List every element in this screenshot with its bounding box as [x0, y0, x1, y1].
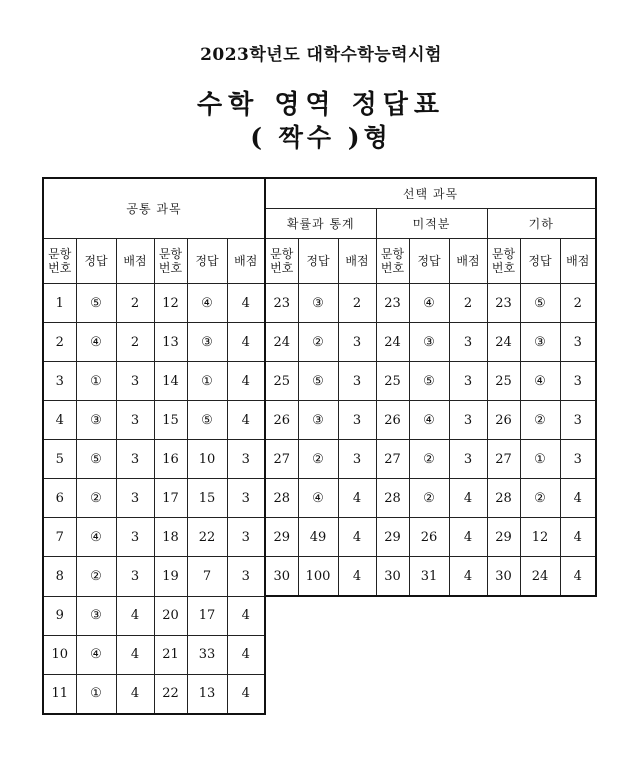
points-value: 4 — [449, 557, 487, 597]
answer-value: ③ — [76, 401, 116, 440]
question-number: 26 — [376, 401, 409, 440]
table-row — [43, 401, 596, 440]
answer-value: ③ — [187, 323, 227, 362]
points-value: 3 — [449, 362, 487, 401]
empty-cell — [409, 596, 449, 635]
question-number: 30 — [376, 557, 409, 597]
answer-value: 33 — [187, 635, 227, 674]
empty-cell — [520, 674, 560, 714]
answer-table — [42, 177, 597, 715]
points-value: 3 — [560, 440, 596, 479]
answer-value: ⑤ — [298, 362, 338, 401]
points-value: 3 — [338, 323, 376, 362]
points-value: 4 — [227, 323, 265, 362]
elective-header-1: 미적분 — [376, 209, 487, 239]
empty-cell — [409, 635, 449, 674]
points-value: 3 — [449, 401, 487, 440]
points-value: 4 — [338, 557, 376, 597]
empty-cell — [560, 596, 596, 635]
answer-value: ① — [520, 440, 560, 479]
points-value: 4 — [227, 596, 265, 635]
question-number: 24 — [487, 323, 520, 362]
points-value: 3 — [227, 479, 265, 518]
question-number: 13 — [154, 323, 187, 362]
points-value: 4 — [227, 284, 265, 323]
points-value: 3 — [116, 479, 154, 518]
col-header-number: 문항 번호 — [265, 239, 298, 284]
answer-value: ③ — [409, 323, 449, 362]
question-number: 28 — [487, 479, 520, 518]
common-subject-header: 공통 과목 — [43, 178, 265, 239]
points-value: 3 — [449, 440, 487, 479]
table-row — [43, 557, 596, 597]
col-header-points: 배점 — [338, 239, 376, 284]
question-number: 21 — [154, 635, 187, 674]
points-value: 4 — [560, 518, 596, 557]
empty-cell — [376, 674, 409, 714]
empty-cell — [298, 674, 338, 714]
answer-value: ④ — [520, 362, 560, 401]
col-header-points: 배점 — [227, 239, 265, 284]
empty-cell — [265, 635, 298, 674]
exam-type-label: ( 짝수 )형 — [250, 123, 392, 152]
empty-cell — [487, 596, 520, 635]
question-number: 15 — [154, 401, 187, 440]
points-value: 4 — [560, 479, 596, 518]
empty-cell — [449, 674, 487, 714]
answer-value: 49 — [298, 518, 338, 557]
answer-value: 31 — [409, 557, 449, 597]
col-header-number: 문항 번호 — [487, 239, 520, 284]
question-number: 30 — [265, 557, 298, 597]
answer-value: ④ — [409, 284, 449, 323]
table-row — [43, 284, 596, 323]
empty-cell — [298, 635, 338, 674]
answer-value: ② — [76, 479, 116, 518]
question-number: 5 — [43, 440, 76, 479]
question-number: 23 — [376, 284, 409, 323]
question-number: 27 — [265, 440, 298, 479]
question-number: 25 — [265, 362, 298, 401]
points-value: 4 — [338, 479, 376, 518]
points-value: 3 — [116, 440, 154, 479]
col-header-answer: 정답 — [409, 239, 449, 284]
answer-sheet-title: 수학 영역 정답표 — [197, 90, 445, 120]
points-value: 2 — [116, 323, 154, 362]
points-value: 3 — [227, 440, 265, 479]
col-header-answer: 정답 — [520, 239, 560, 284]
answer-value: 13 — [187, 674, 227, 714]
question-number: 22 — [154, 674, 187, 714]
answer-value: 15 — [187, 479, 227, 518]
question-number: 26 — [265, 401, 298, 440]
question-number: 20 — [154, 596, 187, 635]
points-value: 4 — [449, 518, 487, 557]
answer-value: ③ — [298, 284, 338, 323]
answer-value: ② — [298, 440, 338, 479]
points-value: 3 — [116, 518, 154, 557]
table-row — [43, 323, 596, 362]
empty-cell — [409, 674, 449, 714]
question-number: 25 — [376, 362, 409, 401]
points-value: 4 — [116, 596, 154, 635]
empty-cell — [487, 635, 520, 674]
table-row — [43, 440, 596, 479]
answer-value: ① — [76, 362, 116, 401]
points-value: 4 — [116, 635, 154, 674]
answer-value: ⑤ — [409, 362, 449, 401]
answer-value: ④ — [76, 323, 116, 362]
col-header-points: 배점 — [449, 239, 487, 284]
empty-cell — [376, 635, 409, 674]
answer-value: ③ — [520, 323, 560, 362]
question-number: 17 — [154, 479, 187, 518]
points-value: 3 — [449, 323, 487, 362]
table-row — [43, 362, 596, 401]
points-value: 3 — [338, 362, 376, 401]
points-value: 3 — [116, 401, 154, 440]
question-number: 27 — [376, 440, 409, 479]
col-header-points: 배점 — [560, 239, 596, 284]
answer-value: 100 — [298, 557, 338, 597]
question-number: 1 — [43, 284, 76, 323]
empty-cell — [560, 635, 596, 674]
answer-value: ⑤ — [76, 284, 116, 323]
exam-title: 2023학년도 대학수학능력시험 — [200, 45, 442, 65]
table-row — [43, 518, 596, 557]
table-row — [43, 596, 596, 635]
question-number: 28 — [265, 479, 298, 518]
question-number: 7 — [43, 518, 76, 557]
question-number: 29 — [487, 518, 520, 557]
question-number: 27 — [487, 440, 520, 479]
question-number: 26 — [487, 401, 520, 440]
question-number: 18 — [154, 518, 187, 557]
answer-value: ② — [409, 479, 449, 518]
question-number: 29 — [265, 518, 298, 557]
points-value: 2 — [116, 284, 154, 323]
answer-value: ④ — [409, 401, 449, 440]
question-number: 19 — [154, 557, 187, 597]
points-value: 3 — [338, 401, 376, 440]
question-number: 24 — [265, 323, 298, 362]
answer-value: 12 — [520, 518, 560, 557]
points-value: 4 — [560, 557, 596, 597]
table-row — [43, 635, 596, 674]
points-value: 4 — [227, 674, 265, 714]
col-header-number: 문항 번호 — [376, 239, 409, 284]
question-number: 12 — [154, 284, 187, 323]
empty-cell — [520, 596, 560, 635]
points-value: 2 — [449, 284, 487, 323]
empty-cell — [520, 635, 560, 674]
empty-cell — [449, 635, 487, 674]
points-value: 3 — [227, 557, 265, 597]
points-value: 2 — [338, 284, 376, 323]
answer-value: 17 — [187, 596, 227, 635]
answer-value: ② — [520, 401, 560, 440]
empty-cell — [338, 596, 376, 635]
points-value: 3 — [116, 362, 154, 401]
question-number: 6 — [43, 479, 76, 518]
empty-cell — [265, 674, 298, 714]
col-header-number: 문항 번호 — [43, 239, 76, 284]
question-number: 23 — [487, 284, 520, 323]
answer-value: ⑤ — [520, 284, 560, 323]
table-row — [43, 479, 596, 518]
answer-value: ④ — [298, 479, 338, 518]
empty-cell — [338, 674, 376, 714]
answer-value: 26 — [409, 518, 449, 557]
answer-value: 7 — [187, 557, 227, 597]
answer-value: ② — [520, 479, 560, 518]
points-value: 4 — [449, 479, 487, 518]
empty-cell — [560, 674, 596, 714]
points-value: 4 — [227, 401, 265, 440]
question-number: 16 — [154, 440, 187, 479]
answer-value: ③ — [76, 596, 116, 635]
points-value: 3 — [227, 518, 265, 557]
question-number: 28 — [376, 479, 409, 518]
points-value: 3 — [560, 362, 596, 401]
question-number: 8 — [43, 557, 76, 597]
answer-value: ⑤ — [76, 440, 116, 479]
points-value: 3 — [560, 323, 596, 362]
answer-value: ③ — [298, 401, 338, 440]
question-number: 29 — [376, 518, 409, 557]
question-number: 30 — [487, 557, 520, 597]
answer-value: ④ — [76, 635, 116, 674]
points-value: 2 — [560, 284, 596, 323]
empty-cell — [376, 596, 409, 635]
points-value: 4 — [227, 362, 265, 401]
question-number: 10 — [43, 635, 76, 674]
col-header-number: 문항 번호 — [154, 239, 187, 284]
points-value: 3 — [338, 440, 376, 479]
answer-value: ④ — [187, 284, 227, 323]
points-value: 4 — [227, 635, 265, 674]
answer-value: ④ — [76, 518, 116, 557]
col-header-answer: 정답 — [298, 239, 338, 284]
question-number: 14 — [154, 362, 187, 401]
answer-value: ⑤ — [187, 401, 227, 440]
answer-value: ① — [76, 674, 116, 714]
points-value: 3 — [116, 557, 154, 597]
table-row — [43, 674, 596, 714]
col-header-answer: 정답 — [187, 239, 227, 284]
elective-subject-header: 선택 과목 — [265, 178, 596, 209]
elective-header-0: 확률과 통계 — [265, 209, 376, 239]
question-number: 3 — [43, 362, 76, 401]
question-number: 23 — [265, 284, 298, 323]
question-number: 9 — [43, 596, 76, 635]
empty-cell — [449, 596, 487, 635]
answer-value: ② — [409, 440, 449, 479]
col-header-answer: 정답 — [76, 239, 116, 284]
empty-cell — [487, 674, 520, 714]
question-number: 25 — [487, 362, 520, 401]
answer-value: ② — [298, 323, 338, 362]
empty-cell — [298, 596, 338, 635]
col-header-points: 배점 — [116, 239, 154, 284]
answer-value: 22 — [187, 518, 227, 557]
empty-cell — [265, 596, 298, 635]
answer-value: 10 — [187, 440, 227, 479]
question-number: 4 — [43, 401, 76, 440]
answer-value: ① — [187, 362, 227, 401]
question-number: 11 — [43, 674, 76, 714]
empty-cell — [338, 635, 376, 674]
question-number: 24 — [376, 323, 409, 362]
points-value: 4 — [116, 674, 154, 714]
answer-value: ② — [76, 557, 116, 597]
question-number: 2 — [43, 323, 76, 362]
points-value: 3 — [560, 401, 596, 440]
elective-header-2: 기하 — [487, 209, 596, 239]
points-value: 4 — [338, 518, 376, 557]
answer-value: 24 — [520, 557, 560, 597]
